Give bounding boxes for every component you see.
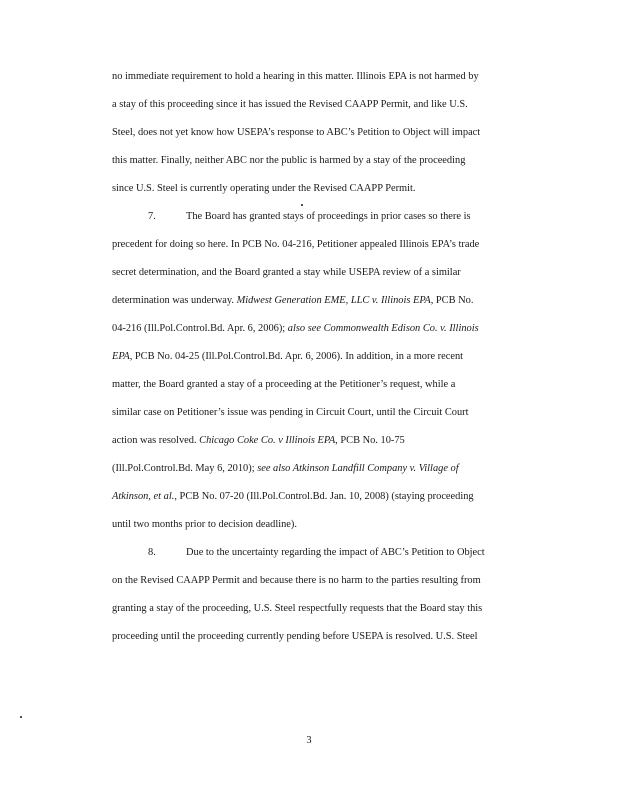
text-line: proceeding until the proceeding currently pending before USEPA is resolved. U.S. Steel — [112, 631, 478, 642]
text-line: secret determination, and the Board granted a stay while USEPA review of a similar — [112, 267, 461, 278]
case-citation: also see Commonwealth Edison Co. v. Illinois — [287, 323, 479, 334]
text-line: The Board has granted stays of proceedings in prior cases so there is — [186, 211, 471, 222]
text-line: a stay of this proceeding since it has issued the Revised CAAPP Permit, and like U.S. — [112, 99, 468, 110]
scan-speck — [20, 716, 22, 718]
text-line: EPA, PCB No. 04-25 (Ill.Pol.Control.Bd. Apr. 6, 2006). In addition, in a more recent — [112, 351, 464, 362]
case-citation: see also Atkinson Landfill Company v. Village of — [257, 463, 459, 474]
text-line: Due to the uncertainty regarding the impact of ABC’s Petition to Object — [186, 547, 485, 558]
text-line: precedent for doing so here. In PCB No. 04-216, Petitioner appealed Illinois EPA’s trade — [112, 239, 480, 250]
text-line: on the Revised CAAPP Permit and because there is no harm to the parties resulting from — [112, 575, 481, 586]
case-citation: EPA — [112, 351, 130, 362]
paragraph-number: 8. — [148, 547, 156, 558]
text-line: no immediate requirement to hold a hearing in this matter. Illinois EPA is not harmed by — [112, 71, 479, 82]
text-line: this matter. Finally, neither ABC nor the public is harmed by a stay of the proceeding — [112, 155, 466, 166]
text-line: since U.S. Steel is currently operating under the Revised CAAPP Permit. — [112, 183, 416, 194]
text-line: Atkinson, et al., PCB No. 07-20 (Ill.Pol.Control.Bd. Jan. 10, 2008) (staying proceeding — [112, 491, 474, 502]
text-line: 04-216 (Ill.Pol.Control.Bd. Apr. 6, 2006); also see Commonwealth Edison Co. v. Illinois — [112, 323, 479, 334]
text-line: until two months prior to decision deadline). — [112, 519, 297, 530]
case-citation: Midwest Generation EME, LLC v. Illinois EPA — [236, 295, 431, 306]
page-number: 3 — [306, 735, 312, 746]
scan-speck — [301, 204, 303, 206]
text-line: action was resolved. Chicago Coke Co. v Illinois EPA, PCB No. 10-75 — [112, 435, 405, 446]
text-line: matter, the Board granted a stay of a proceeding at the Petitioner’s request, while a — [112, 379, 456, 390]
case-citation: Chicago Coke Co. v Illinois EPA — [199, 435, 336, 446]
text-line: similar case on Petitioner’s issue was pending in Circuit Court, until the Circuit Court — [112, 407, 469, 418]
case-citation: Atkinson, et al. — [112, 491, 175, 502]
text-line: (Ill.Pol.Control.Bd. May 6, 2010); see also Atkinson Landfill Company v. Village of — [112, 463, 459, 474]
text-line: Steel, does not yet know how USEPA’s response to ABC’s Petition to Object will impact — [112, 127, 481, 138]
text-line: granting a stay of the proceeding, U.S. Steel respectfully requests that the Board stay this — [112, 603, 483, 614]
paragraph-number: 7. — [148, 211, 156, 222]
text-line: determination was underway. Midwest Generation EME, LLC v. Illinois EPA, PCB No. — [112, 295, 474, 306]
